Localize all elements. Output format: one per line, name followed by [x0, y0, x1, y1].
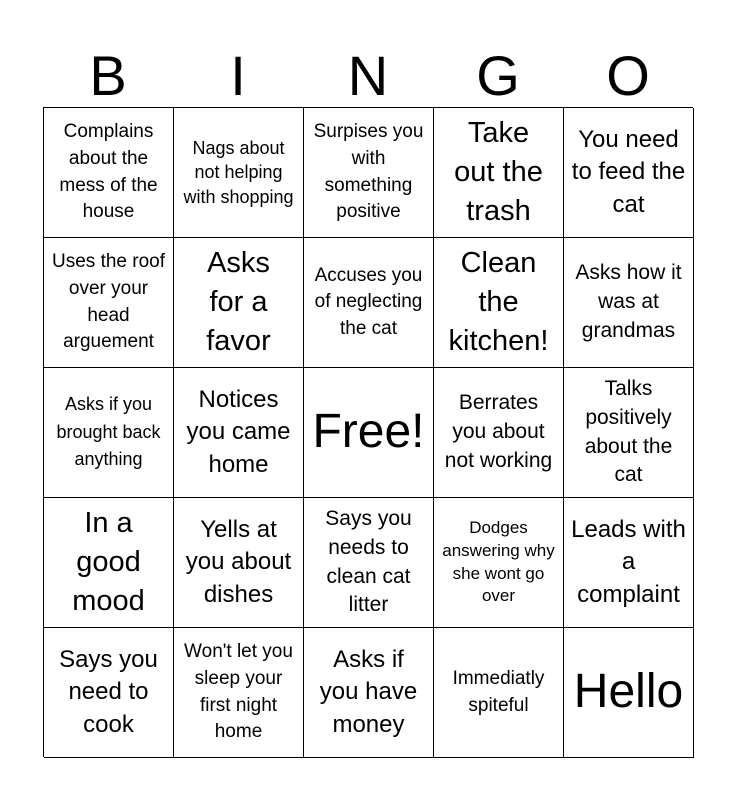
cell-label: Says you need to cook: [59, 646, 158, 738]
bingo-cell-r3-c1[interactable]: [44, 368, 174, 498]
bingo-cell-free[interactable]: [304, 368, 434, 498]
bingo-cell-r1-c5[interactable]: [564, 108, 694, 238]
cell-label: Yells at you about dishes: [185, 516, 292, 608]
header-letter-g: G: [476, 44, 520, 107]
bingo-cell-r2-c5[interactable]: [564, 238, 694, 368]
cell-label: Won't let you sleep your first night home: [184, 641, 293, 743]
bingo-cell-r5-c1[interactable]: [44, 628, 174, 758]
cell-label: Immediatly spiteful: [452, 667, 545, 716]
cell-label: Talks positively about the cat: [584, 376, 673, 487]
bingo-cell-r3-c4[interactable]: [434, 368, 564, 498]
cell-label: Uses the roof over your head arguement: [52, 251, 165, 353]
bingo-cell-r4-c2[interactable]: [174, 498, 304, 628]
header-letter-b: B: [89, 44, 127, 107]
cell-label: Notices you came home: [186, 386, 291, 478]
bingo-cell-r2-c4[interactable]: [434, 238, 564, 368]
cell-label: Take out the trash: [454, 117, 543, 227]
bingo-grid: [43, 107, 693, 757]
cell-label: Hello: [573, 665, 684, 719]
bingo-cell-r4-c3[interactable]: [304, 498, 434, 628]
bingo-cell-r3-c2[interactable]: [174, 368, 304, 498]
bingo-cell-r4-c4[interactable]: [434, 498, 564, 628]
cell-label: Leads with a complaint: [571, 516, 686, 608]
bingo-cell-r2-c3[interactable]: [304, 238, 434, 368]
cell-label: Accuses you of neglecting the cat: [314, 264, 423, 339]
bingo-header: [43, 40, 693, 108]
bingo-cell-r5-c5[interactable]: [564, 628, 694, 758]
cell-label: In a good mood: [72, 507, 145, 617]
cell-label: Asks how it was at grandmas: [575, 261, 682, 342]
cell-label: Nags about not helping with shopping: [183, 138, 294, 207]
cell-label: Asks if you brought back anything: [56, 393, 161, 470]
free-space-label: Free!: [312, 405, 425, 459]
cell-label: Berrates you about not working: [444, 391, 553, 472]
bingo-cell-r5-c3[interactable]: [304, 628, 434, 758]
cell-label: Surpises you with something positive: [313, 121, 424, 223]
bingo-cell-r3-c5[interactable]: [564, 368, 694, 498]
bingo-cell-r1-c3[interactable]: [304, 108, 434, 238]
header-letter-n: N: [347, 44, 389, 107]
bingo-cell-r2-c2[interactable]: [174, 238, 304, 368]
cell-label: Says you needs to clean cat litter: [325, 506, 412, 617]
bingo-cell-r1-c4[interactable]: [434, 108, 564, 238]
bingo-cell-r5-c2[interactable]: [174, 628, 304, 758]
cell-label: Complains about the mess of the house: [59, 121, 158, 223]
cell-label: Dodges answering why she wont go over: [442, 517, 555, 606]
cell-label: Asks if you have money: [319, 646, 418, 738]
bingo-cell-r4-c1[interactable]: [44, 498, 174, 628]
header-letter-o: O: [606, 44, 650, 107]
bingo-cell-r4-c5[interactable]: [564, 498, 694, 628]
header-letter-i: I: [230, 44, 246, 107]
bingo-cell-r5-c4[interactable]: [434, 628, 564, 758]
bingo-cell-r1-c1[interactable]: [44, 108, 174, 238]
cell-label: You need to feed the cat: [571, 126, 686, 218]
cell-label: Asks for a favor: [206, 247, 271, 357]
cell-label: Clean the kitchen!: [448, 247, 549, 357]
bingo-cell-r2-c1[interactable]: [44, 238, 174, 368]
bingo-cell-r1-c2[interactable]: [174, 108, 304, 238]
